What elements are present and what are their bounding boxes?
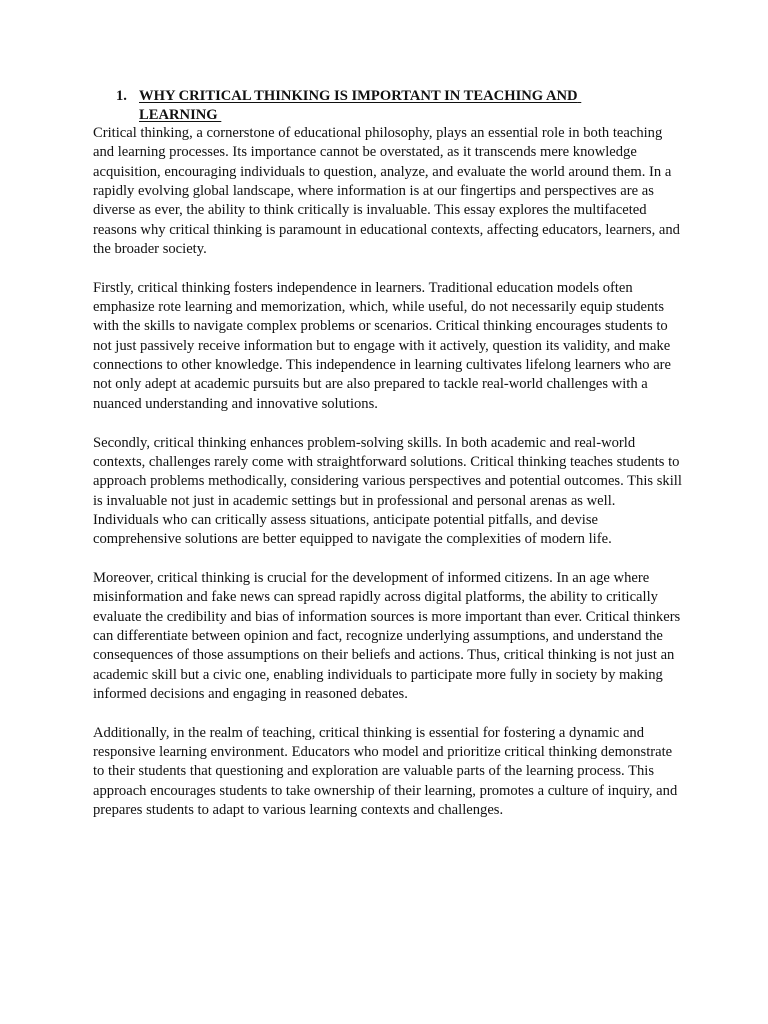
heading-number: 1. <box>116 88 127 104</box>
heading-title: WHY CRITICAL THINKING IS IMPORTANT IN TEACHING AND LEARNING <box>139 88 582 123</box>
paragraph-informed-citizens: Moreover, critical thinking is crucial for the development of informed citizens. In an age where misinformation and fake news can spread rapidly across digital platforms, the ability to critically evaluate the credibility and bias of information sources is more important than ever. Critical thinkers can differentiate between opinion and fact, recognize underlying assumptions, and understand the consequences of those assumptions on their beliefs and actions. Thus, critical thinking is not just an academic skill but a civic one, enabling individuals to participate more fully in society by making informed decisions and engaging in reasoned debates. <box>93 569 681 702</box>
paragraph-problem-solving: Secondly, critical thinking enhances problem-solving skills. In both academic and real-world contexts, challenges rarely come with straightforward solutions. Critical thinking teaches students to approach problems methodically, considering various perspectives and potential outcomes. This skill is invaluable not just in academic settings but in professional and personal arenas as well. Individuals who can critically assess situations, anticipate potential pitfalls, and devise comprehensive solutions are better equipped to navigate the complexities of modern life. <box>93 434 682 548</box>
paragraph-intro: Critical thinking, a cornerstone of educational philosophy, plays an essential role in both teaching and learning processes. Its importance cannot be overstated, as it transcends mere knowledge acquisition, encouraging individuals to question, analyze, and evaluate the world around them. In a rapidly evolving global landscape, where information is at our fingertips and perspectives are as diverse as ever, the ability to think critically is invaluable. This essay explores the multifaceted reasons why critical thinking is paramount in educational contexts, affecting educators, learners, and the broader society. <box>93 125 680 258</box>
document-body <box>93 124 683 840</box>
section-heading <box>116 87 656 125</box>
paragraph-teaching: Additionally, in the realm of teaching, critical thinking is essential for fostering a dynamic and responsive learning environment. Educators who model and prioritize critical thinking demonstrate to their students that questioning and exploration are valuable parts of the learning process. This approach encourages students to take ownership of their learning, promotes a culture of inquiry, and prepares students to adapt to various learning contexts and challenges. <box>93 724 678 819</box>
paragraph-independence: Firstly, critical thinking fosters independence in learners. Traditional education models often emphasize rote learning and memorization, which, while useful, do not necessarily equip students with the skills to navigate complex problems or scenarios. Critical thinking encourages students to not just passively receive information but to engage with it actively, question its validity, and make connections to other knowledge. This independence in learning cultivates lifelong learners who are not only adept at academic pursuits but are also prepared to tackle real-world challenges with a nuanced understanding and innovative solutions. <box>93 279 672 412</box>
